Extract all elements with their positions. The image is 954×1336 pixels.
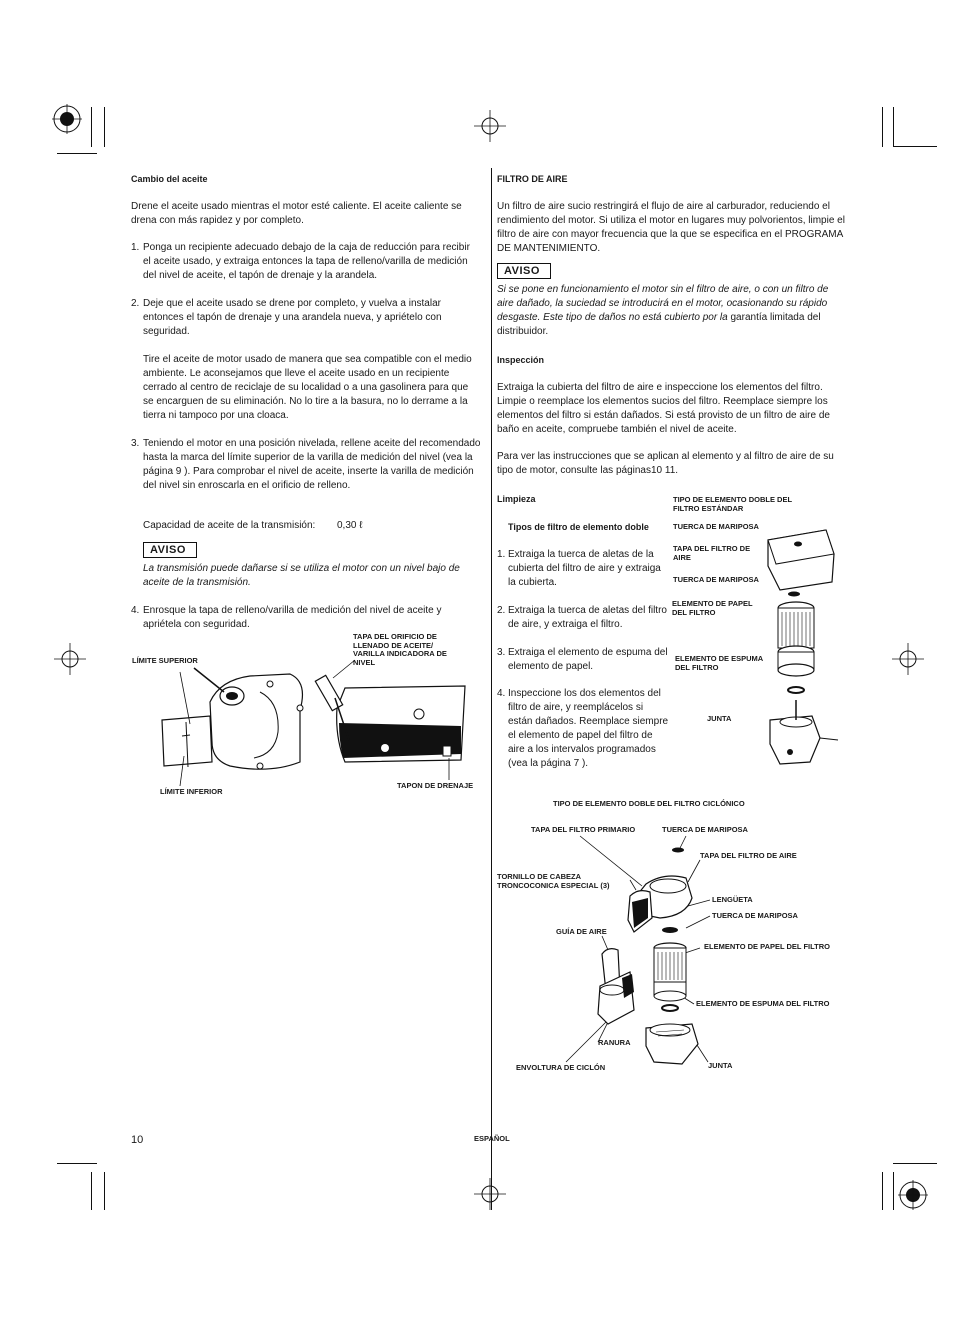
- column-divider: [491, 168, 492, 1210]
- aviso-warning-plain: garantía limitada del distribuidor.: [497, 312, 821, 337]
- capacity-label: Capacidad de aceite de la transmisión:: [143, 520, 316, 531]
- std-wing-nut-label: TUERCA DE MARIPOSA: [673, 522, 759, 531]
- oil-disposal-note: Tire el aceite de motor usado de manera que sea compatible con el medio ambiente. Le aconsejamos que lleve el aceite usado en un recipiente cerrado al centro de reciclaje de su localidad o a una gasolinera para que se encarguen de su eliminación. No lo tire a la basura, no lo derrame a la tierra ni tampoco por una cloaca.: [143, 354, 472, 421]
- std-cover-label: TAPA DEL FILTRO DE AIRE: [673, 544, 751, 562]
- cyc-special-screw-label: TORNILLO DE CABEZA TRONCOCONICA ESPECIAL (3): [497, 872, 610, 890]
- crosshair-icon: [474, 110, 506, 142]
- inspection-heading: Inspección: [497, 355, 545, 365]
- crosshair-icon: [892, 643, 924, 675]
- cyc-housing-label: ENVOLTURA DE CICLÓN: [516, 1063, 606, 1072]
- cyc-wing-nut-label: TUERCA DE MARIPOSA: [662, 825, 748, 834]
- drain-plug-label: TAPON DE DRENAJE: [397, 781, 474, 790]
- oil-step-4: Enrosque la tapa de relleno/varilla de medición del nivel de aceite y apriétela con seguridad.: [143, 605, 442, 630]
- cyc-air-guide-label: GUÍA DE AIRE: [556, 927, 607, 936]
- aviso-badge: AVISO: [143, 542, 197, 558]
- std-paper-element-label: ELEMENTO DE PAPEL DEL FILTRO: [672, 599, 753, 617]
- step-number: 3.: [497, 647, 506, 658]
- oil-change-heading: Cambio del aceite: [131, 174, 208, 184]
- upper-limit-label: LÍMITE SUPERIOR: [132, 656, 198, 665]
- registration-target-icon: [898, 1180, 928, 1210]
- cyc-primary-cover-label: TAPA DEL FILTRO PRIMARIO: [531, 825, 636, 834]
- step-number: 4.: [131, 605, 140, 616]
- cyc-tab-label: LENGÜETA: [712, 895, 753, 904]
- clean-step-3: Extraiga el elemento de espuma del elemento de papel.: [508, 647, 668, 672]
- step-number: 1.: [131, 242, 140, 253]
- std-gasket-label: JUNTA: [707, 714, 732, 723]
- step-number: 2.: [497, 605, 506, 616]
- cyclone-air-filter-illustration: [560, 832, 740, 1072]
- standard-air-filter-illustration: [740, 524, 840, 774]
- cyc-wing-nut-2-label: TUERCA DE MARIPOSA: [712, 911, 798, 920]
- std-filter-title: TIPO DE ELEMENTO DOBLE DEL FILTRO ESTÁNDAR: [673, 495, 792, 513]
- oil-step-3: Teniendo el motor en una posición nivelada, rellene aceite del recomendado hasta la marca del límite superior de la varilla de medición del nivel (vea la página 9 ). Para comprobar el nivel de aceite, inserte la varilla de medición del nivel sin enroscarla en el orificio de relleno.: [143, 438, 481, 491]
- aviso-warning-italic: Si se pone en funcionamiento el motor sin el filtro de aire, o con un filtro de aire dañado, la suciedad se introducirá en el motor, ocasionando su rápido desgaste. Este tipo de daños no está cubierto por la: [497, 284, 829, 323]
- std-wing-nut-2-label: TUERCA DE MARIPOSA: [673, 575, 759, 584]
- crosshair-icon: [474, 1178, 506, 1210]
- cleaning-heading: Limpieza: [497, 494, 536, 504]
- cyc-paper-element-label: ELEMENTO DE PAPEL DEL FILTRO: [704, 942, 830, 951]
- fill-cap-dipstick-label: TAPA DEL ORIFICIO DE LLENADO DE ACEITE/ VARILLA INDICADORA DE NIVEL: [353, 632, 447, 667]
- std-foam-element-label: ELEMENTO DE ESPUMA DEL FILTRO: [675, 654, 763, 672]
- gear-case-cutaway-illustration: [315, 668, 465, 786]
- registration-target-icon: [52, 104, 82, 134]
- cyc-slot-label: RANURA: [598, 1038, 631, 1047]
- clean-step-2: Extraiga la tuerca de aletas del filtro de aire, y extraiga el filtro.: [508, 605, 667, 630]
- aviso-warning-text: La transmisión puede dañarse si se utiliza el motor con un nivel bajo de aceite de la transmisión.: [143, 563, 460, 588]
- cyclone-filter-title: TIPO DE ELEMENTO DOBLE DEL FILTRO CICLÓNICO: [553, 799, 745, 808]
- aviso-badge: AVISO: [497, 263, 551, 279]
- oil-step-1: Ponga un recipiente adecuado debajo de la caja de reducción para recibir el aceite usado, y extraiga entonces la tapa de relleno/varilla de medición del nivel de aceite, el tapón de drenaje y la arandela.: [143, 242, 470, 281]
- step-number: 4.: [497, 688, 506, 699]
- language-label: ESPAÑOL: [474, 1134, 510, 1143]
- clean-step-4: Inspeccione los dos elementos del filtro de aire, y reemplácelos si están dañados. Reemplace siempre el elemento de papel del filtro de aire a los intervalos programados (vea la página 7 ).: [508, 688, 669, 769]
- step-number: 1.: [497, 549, 506, 560]
- air-filter-intro: Un filtro de aire sucio restringirá el flujo de aire al carburador, reduciendo el rendimiento del motor. Si utiliza el motor en lugares muy polvorientos, limpie el filtro de aire con mayor frecuencia que la que se especifica en el PROGRAMA DE MANTENIMIENTO.: [497, 201, 845, 254]
- air-filter-heading: FILTRO DE AIRE: [497, 174, 568, 184]
- transmission-dipstick-illustration: [150, 662, 320, 792]
- step-number: 2.: [131, 298, 140, 309]
- inspection-text: Extraiga la cubierta del filtro de aire e inspeccione los elementos del filtro. Limpie o reemplace los elementos sucios del filtro. Reemplace siempre los elementos del filtro si están dañados. Si está provisto de un filtro de aire de baño en aceite, compruebe también el nivel de aceite.: [497, 382, 830, 435]
- cyc-cover-label: TAPA DEL FILTRO DE AIRE: [700, 851, 797, 860]
- aviso-warning-text: [497, 283, 847, 339]
- instructions-reference: Para ver las instrucciones que se aplican al elemento y al filtro de aire de su tipo de motor, consulte las páginas10 11.: [497, 451, 834, 476]
- oil-change-intro: Drene el aceite usado mientras el motor esté caliente. El aceite caliente se drena con más rapidez y por completo.: [131, 201, 462, 226]
- page-number: 10: [131, 1134, 144, 1146]
- cyc-foam-element-label: ELEMENTO DE ESPUMA DEL FILTRO: [696, 999, 830, 1008]
- capacity-value: 0,30 ℓ: [337, 520, 363, 531]
- cyc-gasket-label: JUNTA: [708, 1061, 733, 1070]
- lower-limit-label: LÍMITE INFERIOR: [160, 787, 223, 796]
- oil-step-2: Deje que el aceite usado se drene por completo, y vuelva a instalar entonces el tapón de drenaje y una arandela nueva, y apriételo con seguridad.: [143, 298, 442, 337]
- crosshair-icon: [54, 643, 86, 675]
- step-number: 3.: [131, 438, 140, 449]
- clean-step-1: Extraiga la tuerca de aletas de la cubierta del filtro de aire y extraiga la cubierta.: [508, 549, 661, 588]
- dual-element-types-heading: Tipos de filtro de elemento doble: [508, 522, 649, 532]
